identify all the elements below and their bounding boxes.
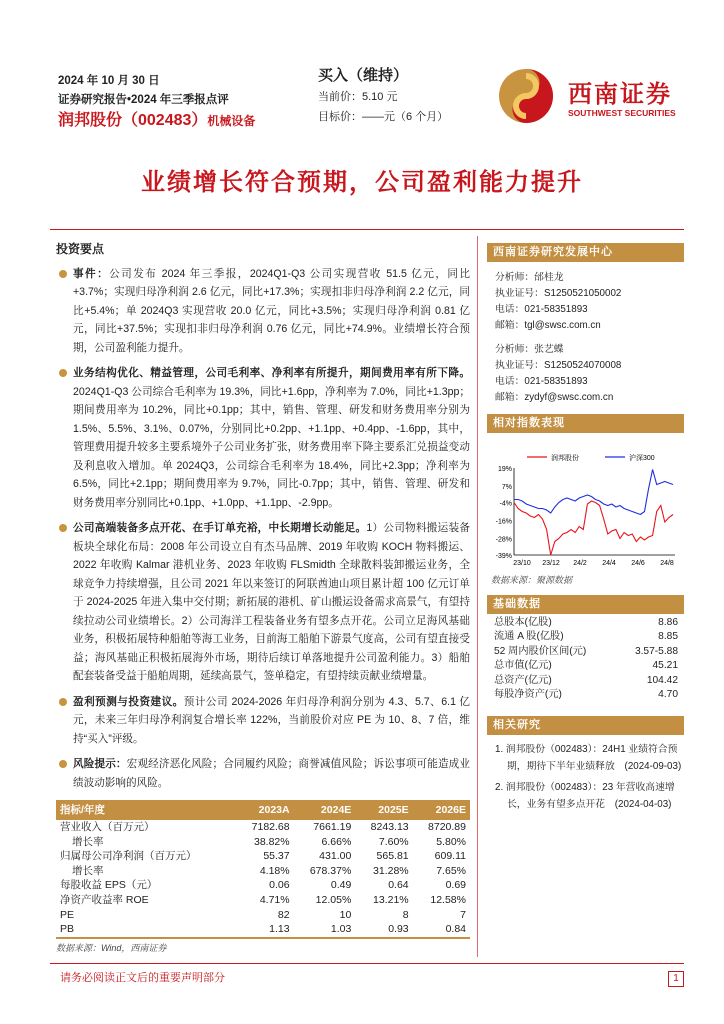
bullet-lead: 盈利预测与投资建议。 (73, 695, 184, 708)
cell-value: 12.05% (315, 893, 352, 906)
disclaimer: 请务必阅读正文后的重要声明部分 (60, 972, 225, 984)
relative-index-chart (487, 433, 684, 568)
bullet-dot-icon (59, 760, 67, 768)
bullet-lead: 公司高端装备多点开花、在手订单充裕，中长期增长动能足。 (73, 522, 367, 534)
series-line-csi300 (514, 470, 673, 515)
bullet-dot-icon (59, 369, 67, 377)
cell-value: 12.58% (430, 893, 466, 906)
cell-value: 4.71% (259, 893, 290, 906)
basic-data-value: 8.86 (658, 617, 678, 628)
basic-data-row (487, 674, 684, 688)
bullet-text: 2024Q1-Q3 公司综合毛利率为 19.3%，同比+1.6pp，净利率为 7.0%，同比+1.3pp；期间费用率为 10.2%，同比+0.1pp；其中，销售、管理、研发和财务费用率分别为 1.5%、5.5%、3.1%、0.07%，分别同比+0.2pp、+1.1pp、+0.4pp、-1.6pp，其中，管理费用提升较多主要系境外子公司业务扩张，财务费用率下降主要系汇兑损益变动及利息收入增加。单 2024Q3，公司综合毛利率为 18.4%，同比+2.3pp；净利率为 6.5%，同比+2.1pp；期间费用率为 9.7%，同比-0.7pp；其中，销售、管理、研发和财务费用率分别同比+0.1pp、+1.0pp、+1.1pp、-2.9pp。 (73, 385, 470, 509)
header-left (58, 72, 255, 132)
bullet-item (56, 755, 470, 792)
logo-en: SOUTHWEST SECURITIES (568, 108, 676, 118)
table-source: 数据来源：Wind，西南证券 (56, 942, 167, 953)
basic-data-key: 总资产(亿元) (494, 674, 552, 686)
row-label: 净资产收益率 ROE (60, 893, 149, 906)
x-tick-label: 23/12 (542, 560, 560, 567)
basic-data-row (487, 645, 684, 659)
cell-value: 7182.68 (251, 821, 290, 833)
cell-value: 5.80% (436, 835, 466, 848)
rating-note: （维持） (348, 67, 409, 84)
basic-data-value: 8.85 (658, 631, 678, 643)
y-tick-label: 7% (501, 484, 512, 491)
cell-value: 1.03 (330, 923, 352, 936)
basic-data-value: 3.57-5.88 (634, 645, 678, 657)
basic-data-key: 52 周内股价区间(元) (494, 645, 587, 657)
cell-value: 8720.89 (428, 821, 466, 833)
price: 5.10 元 (362, 91, 398, 103)
chart-source: 数据来源：聚源数据 (491, 575, 573, 585)
x-tick-label: 24/6 (631, 560, 645, 567)
row-label: PB (60, 923, 75, 936)
table-header: 指标/年度 (56, 800, 236, 820)
bullet-item (56, 265, 470, 358)
basic-data-row (487, 659, 684, 673)
analyst-email[interactable]: 邮箱：zydyf@swsc.com.cn (495, 392, 614, 403)
logo-cn: 西南证券 (568, 81, 672, 108)
analyst-email[interactable]: 邮箱：tgl@swsc.com.cn (495, 320, 601, 331)
cell-value: 8 (402, 908, 409, 921)
target: ——元（6 个月） (362, 111, 449, 123)
cell-value: 678.37% (309, 864, 352, 877)
company-name: 润邦股份（002483） (58, 112, 208, 129)
table-row (56, 820, 470, 835)
cell-value: 38.82% (253, 835, 290, 848)
bullet-dot-icon (59, 524, 67, 532)
y-tick-label: -39% (495, 553, 512, 560)
report-type: 证券研究报告•2024 年三季报点评 (58, 94, 229, 106)
analyst-phone: 电话：021-58351893 (495, 376, 588, 387)
cell-value: 31.28% (373, 864, 409, 877)
table-row (56, 908, 470, 923)
cell-value: 7 (460, 908, 466, 921)
divider (50, 229, 684, 230)
cell-value: 13.21% (373, 893, 409, 906)
basic-data-value: 4.70 (658, 689, 678, 701)
basic-data-key: 总股本(亿股) (494, 617, 552, 628)
y-tick-label: -16% (495, 518, 512, 526)
related-title: 相关研究 (487, 716, 684, 735)
bullet-item (56, 364, 470, 512)
analyst-cert: 执业证号：S1250524070008 (495, 360, 622, 371)
sidebar (487, 243, 684, 817)
y-tick-label: -28% (495, 536, 512, 544)
center-title: 西南证券研究发展中心 (487, 243, 684, 262)
series-line-runbang (514, 501, 673, 555)
table-row (56, 864, 470, 879)
section-heading: 投资要点 (56, 242, 105, 256)
row-label: PE (60, 908, 75, 921)
cell-value: 8243.13 (370, 821, 409, 833)
table-row (56, 849, 470, 864)
table-row (56, 893, 470, 908)
bullet-item (56, 693, 470, 749)
table-header: 2024E (294, 800, 356, 820)
investment-highlights (56, 240, 470, 955)
legend-label: 润邦股份 (551, 455, 579, 462)
analyst-card (487, 270, 684, 334)
footer-divider (50, 963, 684, 964)
column-divider (477, 236, 478, 957)
report-title: 业绩增长符合预期，公司盈利能力提升 (141, 169, 583, 196)
basic-data-key: 总市值(亿元) (494, 660, 552, 672)
cell-value: 609.11 (434, 850, 466, 863)
cell-value: 431.00 (319, 850, 352, 863)
company-line (58, 110, 255, 132)
cell-value: 6.66% (321, 835, 352, 848)
table-row (56, 878, 470, 893)
basic-data-title: 基础数据 (487, 595, 684, 614)
cell-value: 0.64 (388, 879, 409, 892)
logo (498, 66, 688, 126)
table-header: 2025E (355, 800, 412, 820)
basic-data-value: 45.21 (652, 660, 678, 672)
related-report[interactable]: 2. 润邦股份（002483）：23 年营收高速增长，业务有望多点开花 (2024-04-03) (495, 782, 675, 811)
report-date: 2024 年 10 月 30 日 (58, 75, 160, 87)
industry: 机械设备 (207, 114, 256, 128)
bullet-dot-icon (59, 270, 67, 278)
bullet-text: 宏观经济恶化风险；合同履约风险；商誉减值风险；诉讼事项可能造成业绩波动影响的风险。 (73, 758, 471, 789)
page-number: 1 (668, 971, 684, 987)
bullet-text: 公司发布 2024 年三季报，2024Q1-Q3 公司实现营收 51.5 亿元，同比+3.7%；实现归母净利润 2.6 亿元，同比+17.3%；实现扣非归母净利润 2.2 亿元，同比+5.4%；单 2024Q3 实现营收 20.0 亿元，同比+3.5%；实现归母净利润 0.81 亿元，同比+37.5%；实现扣非归母净利润 0.76 亿元，同比+74.9%。业绩增长符合预期，公司盈利能力提升。 (73, 267, 470, 354)
target-label: 目标价： (318, 111, 362, 123)
analyst-name: 分析师：张艺蝶 (495, 344, 564, 355)
bullet-lead: 风险提示： (73, 758, 127, 770)
bullet-lead: 事件： (73, 267, 110, 280)
row-label: 增长率 (72, 864, 104, 877)
related-report[interactable]: 1. 润邦股份（002483）：24H1 业绩符合预期，期待下半年业绩释放 (2024-09-03) (495, 744, 682, 773)
analyst-phone: 电话：021-58351893 (495, 304, 588, 315)
row-label: 营业收入（百万元） (60, 821, 155, 833)
cell-value: 7661.19 (313, 821, 352, 833)
x-tick-label: 24/4 (602, 560, 616, 567)
cell-value: 10 (339, 908, 352, 921)
basic-data-row (487, 630, 684, 644)
cell-value: 0.84 (445, 923, 466, 936)
bullet-text: 预计公司 2024-2026 年归母净利润分别为 4.3、5.7、6.1 亿元，未来三年归母净利润复合增长率 122%，当前股价对应 PE 为 10、8、7 倍，维持“买入”评级。 (73, 695, 470, 745)
x-tick-label: 24/8 (660, 560, 674, 567)
row-label: 增长率 (72, 835, 104, 848)
legend-label: 沪深300 (629, 455, 655, 462)
analyst-name: 分析师：邰桂龙 (495, 272, 564, 283)
table-header: 2023A (236, 800, 293, 820)
x-tick-label: 23/10 (513, 560, 531, 567)
y-tick-label: -4% (499, 500, 512, 508)
table-row (56, 922, 470, 937)
basic-data-row (487, 688, 684, 702)
rating: 买入 (318, 67, 349, 84)
cell-value: 565.81 (376, 850, 409, 863)
cell-value: 0.69 (445, 879, 466, 892)
cell-value: 0.93 (388, 923, 409, 936)
forecast-table (56, 800, 470, 939)
row-label: 每股收益 EPS（元） (60, 879, 158, 892)
logo-emblem-icon (498, 66, 558, 126)
analyst-card (487, 342, 684, 406)
basic-data-key: 每股净资产(元) (494, 689, 562, 701)
basic-data-value: 104.42 (646, 674, 678, 686)
rating-block (318, 66, 448, 127)
cell-value: 1.13 (269, 923, 290, 936)
price-label: 当前价： (318, 91, 362, 103)
table-header: 2026E (413, 800, 470, 820)
cell-value: 0.06 (269, 879, 290, 892)
table-row (56, 835, 470, 850)
row-label: 归属母公司净利润（百万元） (60, 850, 197, 863)
cell-value: 7.60% (378, 835, 409, 848)
basic-data-key: 流通 A 股(亿股) (494, 631, 564, 643)
cell-value: 7.65% (436, 864, 466, 877)
bullet-lead: 业务结构优化、精益管理，公司毛利率、净利率有所提升，期间费用率有所下降。 (73, 367, 470, 379)
bullet-text: 1）公司物料搬运装备板块全球化布局：2008 年公司设立自有杰马品牌、2019 年收购 KOCH 物料搬运、2022 年收购 Kalmar 港机业务、2023 年收购 FLSmidth 全球散料装卸搬运业务，全球竞争力持续增强，且公司 2021 年以来签订的阿联酋迪山项目累计超 100 亿元订单于 2024-2025 年进入集中交付期；新拓展的港机、矿山搬运设备需求高景气，有望持续拉动公司业绩增长。2）公司海洋工程装备业务有望多点开花。公司立足海风基础业务，积极拓展特种船舶等海工业务，目前海工船舶下游景气度高，公司有望直接受益；海风基础正积极拓展海外市场，期待后续订单落地提升公司盈利能力。3）船舶配套装备受益于船舶周期，延续高景气，签单稳定，有望持续贡献业绩增量。 (73, 522, 470, 682)
analyst-cert: 执业证号：S1250521050002 (495, 288, 622, 299)
bullet-dot-icon (59, 698, 67, 706)
basic-data-row (487, 616, 684, 630)
x-tick-label: 24/2 (573, 560, 587, 567)
cell-value: 4.18% (259, 864, 290, 877)
cell-value: 82 (277, 908, 290, 921)
cell-value: 0.49 (330, 879, 352, 892)
bullet-item (56, 519, 470, 686)
cell-value: 55.37 (263, 850, 290, 863)
chart-title: 相对指数表现 (487, 414, 684, 433)
y-tick-label: 19% (497, 466, 512, 473)
